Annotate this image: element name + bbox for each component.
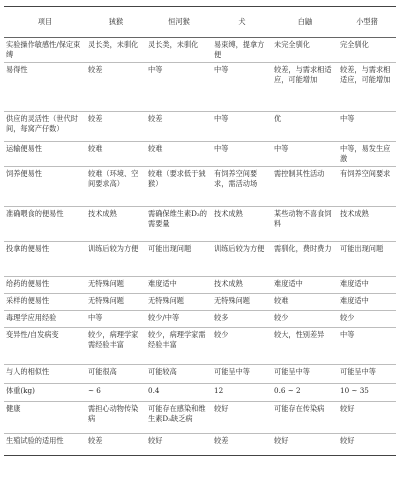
table-row (4, 384, 396, 402)
table-row (4, 38, 396, 63)
row-label: 采样的便易性 (4, 294, 86, 311)
table-row (4, 242, 396, 277)
table-cell: 可能呈中等 (212, 365, 272, 384)
table-cell: 较大，性别差异 (272, 328, 338, 365)
table-cell: 中等 (338, 328, 396, 365)
table-cell: 较差 (146, 112, 212, 142)
table-cell: 技术成熟 (86, 207, 146, 242)
table-cell: 可能较高 (146, 365, 212, 384)
table-cell: 中等 (212, 63, 272, 112)
table-cell: 较好 (338, 402, 396, 434)
table-cell: 可能出现问题 (146, 242, 212, 277)
header-cell-ferret: 白鼬 (272, 7, 338, 38)
table-cell: 较少，病理学家需经验丰富 (86, 328, 146, 365)
table-cell: 有饲养空间要求 (338, 167, 396, 207)
table-cell: 难度适中 (338, 294, 396, 311)
table-cell: 中等 (146, 63, 212, 112)
table-cell: 技术成熟 (338, 207, 396, 242)
table-cell: 较难（要求低于狨猴） (146, 167, 212, 207)
table-cell: 中等，易发生应激 (338, 142, 396, 167)
table-cell: 可能呈中等 (272, 365, 338, 384)
table-cell: 需确保维生素D₃的需要量 (146, 207, 212, 242)
table-cell: 训练后较为方便 (212, 242, 272, 277)
table-row (4, 311, 396, 328)
table-cell: 较多 (212, 311, 272, 328)
table-row (4, 294, 396, 311)
table-cell: 优 (272, 112, 338, 142)
table-cell: 难度适中 (146, 277, 212, 294)
table-row (4, 112, 396, 142)
table-cell: 较差，与需求相适应，可能增加 (272, 63, 338, 112)
table-row (4, 142, 396, 167)
table-cell: 无特殊问题 (146, 294, 212, 311)
table-cell: 较少，病理学家需经验丰富 (146, 328, 212, 365)
table-cell: 中等 (86, 311, 146, 328)
table-cell: 较好 (272, 434, 338, 456)
header-cell-rhesus: 恒河猴 (146, 7, 212, 38)
table-cell: 无特殊问题 (86, 277, 146, 294)
header-row (4, 7, 396, 38)
table-cell: 难度适中 (272, 277, 338, 294)
table-cell: 中等 (272, 142, 338, 167)
table-row (4, 167, 396, 207)
table-cell: 需担心动物传染病 (86, 402, 146, 434)
table-cell: 0.4 (146, 384, 212, 402)
header-cell-item: 项目 (4, 7, 86, 38)
table-row (4, 207, 396, 242)
row-label: 饲养便易性 (4, 167, 86, 207)
table-cell: 10 ~ 35 (338, 384, 396, 402)
table-cell: 难度适中 (338, 277, 396, 294)
table-cell: 技术成熟 (212, 277, 272, 294)
table-cell: 灵长类，未驯化 (146, 38, 212, 63)
comparison-table (4, 6, 396, 456)
table-cell: 灵长类，未驯化 (86, 38, 146, 63)
row-label: 变异性/自发病变 (4, 328, 86, 365)
table-cell: 有饲养空间要求，需活动场 (212, 167, 272, 207)
table-cell: 较少 (272, 311, 338, 328)
row-label: 健康 (4, 402, 86, 434)
table-cell: 训练后较为方便 (86, 242, 146, 277)
table-cell: 中等 (212, 112, 272, 142)
table-cell: 中等 (338, 112, 396, 142)
table-cell: 较难 (146, 142, 212, 167)
table-cell: 无特殊问题 (212, 294, 272, 311)
table-row (4, 328, 396, 365)
table-cell: 可能存在传染病 (272, 402, 338, 434)
row-label: 供应的灵活性（世代时间，每窝产仔数） (4, 112, 86, 142)
table-cell: 较差，与需求相适应，可能增加 (338, 63, 396, 112)
table-cell: 完全驯化 (338, 38, 396, 63)
table-cell: 技术成熟 (212, 207, 272, 242)
table-cell: 无特殊问题 (86, 294, 146, 311)
table-row (4, 63, 396, 112)
row-label: 运输便易性 (4, 142, 86, 167)
header-cell-minipig: 小型猪 (338, 7, 396, 38)
table-row (4, 365, 396, 384)
table-cell: 较好 (338, 434, 396, 456)
table-cell: 较好 (212, 402, 272, 434)
table-cell: 较少/中等 (146, 311, 212, 328)
row-label: 给药的便易性 (4, 277, 86, 294)
table-cell: 较差 (86, 434, 146, 456)
row-label: 准确喂食的便易性 (4, 207, 86, 242)
table-cell: 较差 (212, 434, 272, 456)
table-cell: 较难 (86, 142, 146, 167)
table-row (4, 277, 396, 294)
header-cell-dog: 犬 (212, 7, 272, 38)
table-cell: 较少 (212, 328, 272, 365)
table-cell: 需控制其性活动 (272, 167, 338, 207)
table-row (4, 434, 396, 456)
table-cell: 较好 (146, 434, 212, 456)
table-cell: 可能很高 (86, 365, 146, 384)
table-cell: 某些动物不喜食饲料 (272, 207, 338, 242)
table-row (4, 402, 396, 434)
table-cell: 较难（环境、空间要求高） (86, 167, 146, 207)
table-cell: 需驯化，费时费力 (272, 242, 338, 277)
table-cell: 较差 (86, 63, 146, 112)
table-cell: 12 (212, 384, 272, 402)
row-label: 实验操作敏感性/保定束缚 (4, 38, 86, 63)
table-cell: 易束缚，提拿方便 (212, 38, 272, 63)
table-body (4, 38, 396, 456)
table-cell: 中等 (212, 142, 272, 167)
row-label: 毒理学应用经验 (4, 311, 86, 328)
table-cell: 较难 (272, 294, 338, 311)
table-cell: 较少 (338, 311, 396, 328)
header-cell-marmoset: 狨猴 (86, 7, 146, 38)
table-cell: 可能呈中等 (338, 365, 396, 384)
table-cell: 较差 (86, 112, 146, 142)
row-label: 生殖试验的适用性 (4, 434, 86, 456)
table-cell: ~ 6 (86, 384, 146, 402)
table-cell: 可能出现问题 (338, 242, 396, 277)
row-label: 与人的相似性 (4, 365, 86, 384)
table-cell: 未完全驯化 (272, 38, 338, 63)
table-cell: 可能存在感染和维生素D₃缺乏病 (146, 402, 212, 434)
row-label: 易得性 (4, 63, 86, 112)
row-label: 投拿的便易性 (4, 242, 86, 277)
row-label: 体重(kg) (4, 384, 86, 402)
table-cell: 0.6 ~ 2 (272, 384, 338, 402)
